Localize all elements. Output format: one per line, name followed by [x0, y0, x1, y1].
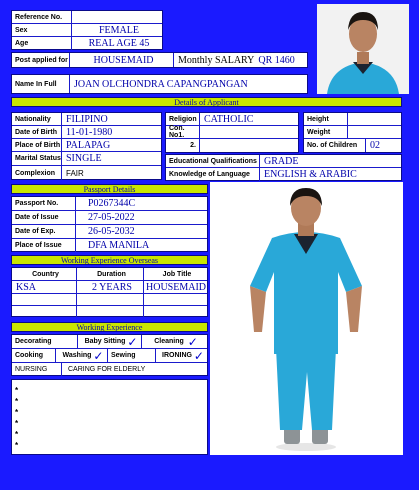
con1-value [200, 126, 204, 138]
note-bullet: * [15, 408, 19, 417]
checkmark-icon: ✓ [193, 348, 204, 363]
passport-section-header: Passport Details [11, 184, 208, 194]
header-info-box [11, 10, 163, 50]
details-section-header: Details of Applicant [11, 97, 402, 107]
overseas-col-country: Country [12, 268, 77, 280]
con2-label: 2. [166, 139, 200, 152]
working-experience-box [11, 334, 208, 376]
marital-value: SINGLE [66, 153, 102, 164]
religion-value: CATHOLIC [204, 113, 254, 125]
notes-box [11, 379, 208, 455]
checkmark-icon: ✓ [93, 348, 104, 363]
details-left-box [11, 112, 162, 180]
note-bullet: * [15, 397, 19, 406]
empty-cell [77, 306, 144, 317]
post-row [12, 53, 307, 67]
language-row [166, 168, 401, 181]
issue-place-value: DFA MANILA [88, 240, 150, 251]
pob-label: Place of Birth [12, 139, 62, 151]
qualifications-box [165, 154, 402, 181]
name-value: JOAN OLCHONDRA CAPANGPANGAN [74, 78, 248, 90]
height-label: Height [304, 113, 348, 125]
skill-babysitting [78, 335, 142, 348]
issue-date-value: 27-05-2022 [88, 212, 135, 223]
age-value: REAL AGE 45 [88, 38, 150, 49]
language-label: Knowledge of Language [166, 168, 260, 181]
nationality-label: Nationality [12, 113, 62, 125]
con1-label: Con. No1. [166, 126, 200, 138]
post-salary-box [11, 52, 308, 68]
con2-row [166, 139, 298, 152]
height-row [304, 113, 401, 126]
note-bullet: * [15, 419, 19, 428]
issue-date-label: Date of Issue [12, 211, 76, 224]
weight-value [348, 126, 352, 138]
skill-decorating-label: Decorating [12, 335, 78, 348]
age-label: Age [12, 37, 72, 50]
nursing-value: CARING FOR ELDERLY [68, 366, 146, 373]
skill-washing-label: Washing [62, 352, 92, 359]
expiry-date-label: Date of Exp. [12, 225, 76, 238]
marital-label: Marital Status [12, 152, 62, 165]
sex-label: Sex [12, 24, 72, 36]
details-middle-box [165, 112, 299, 153]
skill-ironing-label: IRONING [162, 352, 192, 359]
language-value: ENGLISH & ARABIC [264, 169, 357, 180]
nursing-label: NURSING [12, 363, 62, 376]
overseas-header-row [12, 268, 207, 281]
weight-label: Weight [304, 126, 348, 138]
dob-value: 11-01-1980 [66, 126, 113, 138]
overseas-col-duration: Duration [77, 268, 144, 280]
note-bullet: * [15, 441, 19, 450]
overseas-section-header: Working Experience Overseas [11, 255, 208, 265]
note-bullet: * [15, 430, 19, 439]
empty-cell [12, 306, 77, 317]
skills-row-1 [12, 335, 207, 349]
pob-row [12, 139, 161, 152]
complexion-value: FAIR [66, 168, 84, 178]
salary-value: QR 1460 [258, 54, 295, 66]
headshot-photo [317, 4, 409, 94]
reference-label: Reference No. [12, 11, 72, 23]
skills-row-2 [12, 349, 207, 363]
post-value: HOUSEMAID [70, 53, 174, 67]
name-label: Name In Full [12, 75, 70, 93]
skill-cleaning-label: Cleaning [154, 338, 184, 345]
empty-cell [77, 294, 144, 305]
marital-row [12, 152, 161, 166]
skill-ironing [156, 349, 207, 362]
table-row [12, 281, 207, 294]
name-row [12, 75, 307, 93]
empty-cell [12, 294, 77, 305]
reference-row [12, 11, 162, 24]
con1-row [166, 126, 298, 139]
passport-number-row [12, 197, 207, 211]
full-body-photo [210, 182, 403, 455]
passport-number-value: P0267344C [88, 198, 136, 209]
salary-label: Monthly SALARY [178, 54, 255, 66]
name-box [11, 74, 308, 94]
skill-babysitting-label: Baby Sitting [84, 338, 126, 345]
dob-label: Date of Birth [12, 126, 62, 138]
complexion-row [12, 166, 161, 180]
height-value [348, 113, 352, 125]
table-row [12, 306, 207, 317]
details-right-box [303, 112, 402, 153]
skill-sewing-label: Sewing [108, 349, 156, 362]
con2-value [200, 139, 204, 152]
qualifications-row [166, 155, 401, 168]
passport-number-label: Passport No. [12, 197, 76, 210]
working-experience-section-header: Working Experience [11, 322, 208, 332]
note-bullet: * [15, 386, 19, 395]
passport-box [11, 196, 208, 252]
reference-value [72, 11, 76, 23]
pob-value: PALAPAG [66, 139, 111, 151]
checkmark-icon: ✓ [127, 334, 138, 349]
checkmark-icon: ✓ [187, 334, 198, 349]
skill-washing [56, 349, 108, 362]
skills-row-3 [12, 363, 207, 376]
weight-row [304, 126, 401, 139]
overseas-col-job: Job Title [162, 270, 192, 278]
sex-row [12, 24, 162, 37]
nationality-row [12, 113, 161, 126]
issue-place-label: Place of Issue [12, 239, 76, 252]
dob-row [12, 126, 161, 139]
nationality-value: FILIPINO [66, 113, 108, 125]
qualifications-label: Educational Qualifications [166, 155, 260, 167]
sex-value: FEMALE [99, 24, 139, 36]
issue-date-row [12, 211, 207, 225]
children-label: No. of Children [304, 139, 366, 152]
skill-cleaning [142, 335, 207, 348]
skill-cooking-label: Cooking [12, 349, 56, 362]
table-row [12, 294, 207, 306]
expiry-date-row [12, 225, 207, 239]
religion-label: Religion [166, 113, 200, 125]
overseas-job-cell: HOUSEMAID [146, 281, 206, 293]
children-value: 02 [370, 140, 380, 151]
overseas-duration-cell: 2 YEARS [77, 281, 144, 293]
qualifications-value: GRADE [264, 155, 299, 167]
issue-place-row [12, 239, 207, 252]
overseas-country-cell: KSA [12, 281, 77, 293]
post-label: Post applied for [12, 53, 70, 67]
children-row [304, 139, 401, 152]
complexion-label: Complexion [12, 166, 62, 180]
overseas-table [11, 267, 208, 317]
age-row [12, 37, 162, 50]
expiry-date-value: 26-05-2032 [88, 226, 135, 237]
